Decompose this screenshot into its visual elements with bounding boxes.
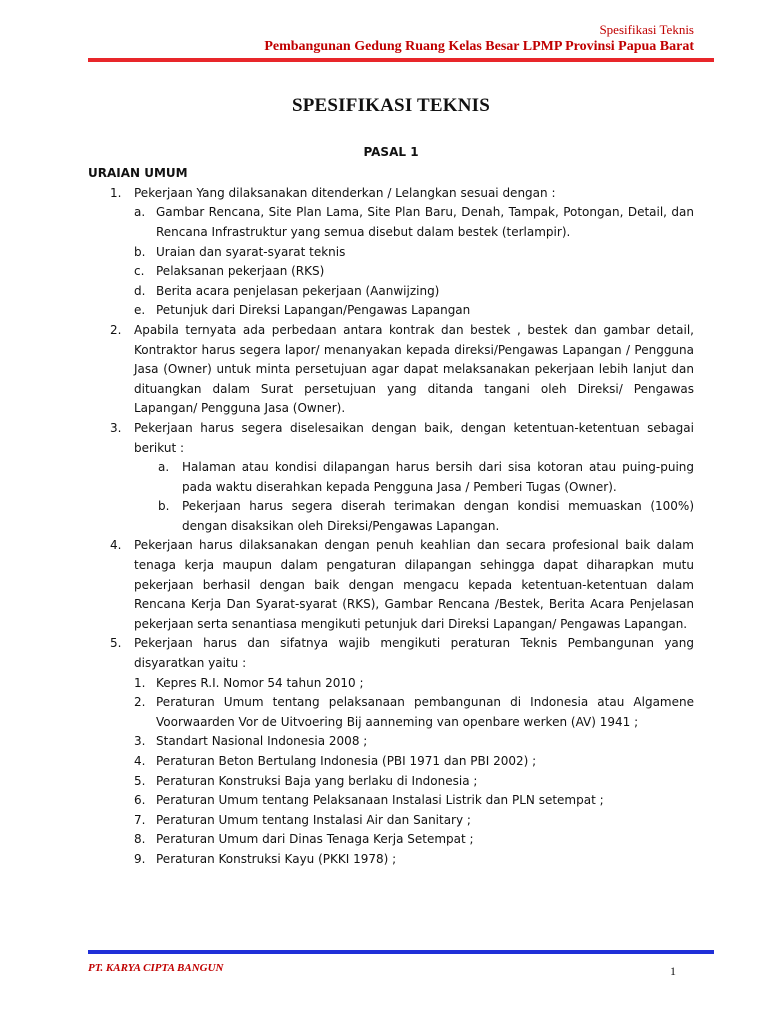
sub-list-text: Gambar Rencana, Site Plan Lama, Site Plan Baru, Denah, Tampak, Potongan, Detail, dan Rencana Infrastruktur yang semua disebut dalam bestek (terlampir). — [156, 205, 694, 239]
regulation-text: Peraturan Umum dari Dinas Tenaga Kerja Setempat ; — [156, 832, 474, 847]
regulation-text: Kepres R.I. Nomor 54 tahun 2010 ; — [156, 675, 364, 690]
list-number: 1. — [110, 185, 122, 200]
regulation-item — [88, 830, 694, 850]
footer-company: PT. KARYA CIPTA BANGUN — [88, 962, 224, 974]
sub-list-text: Halaman atau kondisi dilapangan harus bersih dari sisa kotoran atau puing-puing pada waktu diserahkan kepada Pengguna Jasa / Pemberi Tugas (Owner). — [182, 460, 694, 494]
regulation-number: 6. — [134, 793, 146, 808]
regulation-text: Peraturan Umum tentang pelaksanaan pembangunan di Indonesia atau Algamene Voorwaarden Vor de Uitvoering Bij aanneming van openbare werken (AV) 1941 ; — [156, 695, 694, 729]
sub-list-item — [88, 203, 694, 242]
sub-list-text: Pekerjaan harus segera diserah terimakan dengan kondisi memuaskan (100%) dengan disaksikan oleh Direksi/Pengawas Lapangan. — [182, 499, 694, 533]
regulation-item — [88, 791, 694, 811]
sub-list-item — [88, 497, 694, 536]
regulation-text: Peraturan Konstruksi Kayu (PKKI 1978) ; — [156, 851, 397, 866]
regulation-number: 3. — [134, 734, 146, 749]
list-text: Pekerjaan harus dan sifatnya wajib mengikuti peraturan Teknis Pembangunan yang disyaratkan yaitu : — [134, 636, 694, 671]
sub-list-text: Petunjuk dari Direksi Lapangan/Pengawas Lapangan — [156, 303, 471, 318]
list-text: Apabila ternyata ada perbedaan antara kontrak dan bestek , bestek dan gambar detail, Kontraktor harus segera lapor/ menanyakan kepada direksi/Pengawas Lapangan / Pengguna Jasa (Owner) untuk minta persetujuan agar dapat melaksanakan pekerjaan lebih lanjut dan dituangkan dalam Surat persetujuan yang ditanda tangani oleh Direksi/ Pengawas Lapangan/ Pengguna Jasa (Owner). — [134, 322, 694, 416]
regulation-item — [88, 693, 694, 732]
sub-list-item — [88, 243, 694, 263]
regulation-item — [88, 732, 694, 752]
sub-list-item — [88, 301, 694, 321]
header-divider — [88, 58, 714, 62]
sub-list-text: Berita acara penjelasan pekerjaan (Aanwijzing) — [156, 283, 440, 298]
sub-list-item — [88, 282, 694, 302]
list-text: Pekerjaan harus dilaksanakan dengan penuh keahlian dan secara profesional baik dalam tenaga kerja maupun dalam pengaturan dilapangan sehingga dapat diharapkan mutu pekerjaan berhasil dengan baik dengan mengacu kepada ketentuan-ketentuan dalam Rencana Kerja Dan Syarat-syarat (RKS), Gambar Rencana /Bestek, Berita Acara Penjelasan pekerjaan serta senantiasa mengikuti petunjuk dari Direksi Lapangan/ Pengawas Lapangan. — [134, 538, 694, 631]
sub-list-letter: b. — [134, 244, 146, 259]
regulation-item — [88, 772, 694, 792]
regulation-item — [88, 674, 694, 694]
list-item — [88, 419, 694, 458]
header-project-title: Pembangunan Gedung Ruang Kelas Besar LPMP Provinsi Papua Barat — [264, 39, 694, 54]
sub-list-letter: a. — [158, 460, 170, 475]
page-header — [264, 22, 694, 55]
regulation-number: 7. — [134, 812, 146, 827]
list-item — [88, 634, 694, 673]
sub-list-letter: e. — [134, 303, 146, 318]
list-number: 4. — [110, 538, 122, 553]
document-title: SPESIFIKASI TEKNIS — [291, 95, 491, 116]
regulation-text: Peraturan Umum tentang Pelaksanaan Instalasi Listrik dan PLN setempat ; — [156, 793, 604, 808]
sub-list-letter: a. — [134, 205, 146, 220]
regulation-text: Peraturan Umum tentang Instalasi Air dan Sanitary ; — [156, 812, 471, 827]
list-item — [88, 321, 694, 419]
sub-list-item — [88, 262, 694, 282]
list-text: Pekerjaan harus segera diselesaikan dengan baik, dengan ketentuan-ketentuan sebagai berikut : — [134, 420, 694, 455]
footer-divider — [88, 950, 714, 954]
page-number: 1 — [670, 964, 676, 978]
header-doc-type: Spesifikasi Teknis — [599, 22, 694, 37]
regulation-number: 9. — [134, 851, 146, 866]
regulation-number: 1. — [134, 675, 146, 690]
regulation-text: Peraturan Beton Bertulang Indonesia (PBI 1971 dan PBI 2002) ; — [156, 754, 537, 768]
sub-list-letter: b. — [158, 499, 170, 514]
regulation-number: 8. — [134, 832, 146, 847]
document-body — [88, 96, 694, 870]
section-heading: URAIAN UMUM — [88, 166, 188, 181]
list-number: 2. — [110, 322, 122, 337]
regulation-number: 4. — [134, 754, 146, 768]
list-number: 3. — [110, 420, 122, 435]
list-item — [88, 536, 694, 634]
list-number: 5. — [110, 636, 122, 651]
regulation-item — [88, 850, 694, 870]
list-text: Pekerjaan Yang dilaksanakan ditenderkan / Lelangkan sesuai dengan : — [134, 185, 556, 200]
article-heading: PASAL 1 — [363, 144, 419, 159]
list-item — [88, 184, 694, 204]
regulation-item — [88, 811, 694, 831]
regulation-item — [88, 752, 694, 772]
regulation-number: 2. — [134, 695, 146, 710]
sub-list-item — [88, 458, 694, 497]
sub-list-letter: c. — [134, 264, 145, 279]
sub-list-letter: d. — [134, 283, 146, 298]
regulation-text: Standart Nasional Indonesia 2008 ; — [156, 734, 368, 749]
regulation-text: Peraturan Konstruksi Baja yang berlaku di Indonesia ; — [156, 773, 478, 788]
sub-list-text: Uraian dan syarat-syarat teknis — [156, 244, 346, 259]
regulation-number: 5. — [134, 773, 146, 788]
sub-list-text: Pelaksanan pekerjaan (RKS) — [156, 264, 325, 279]
